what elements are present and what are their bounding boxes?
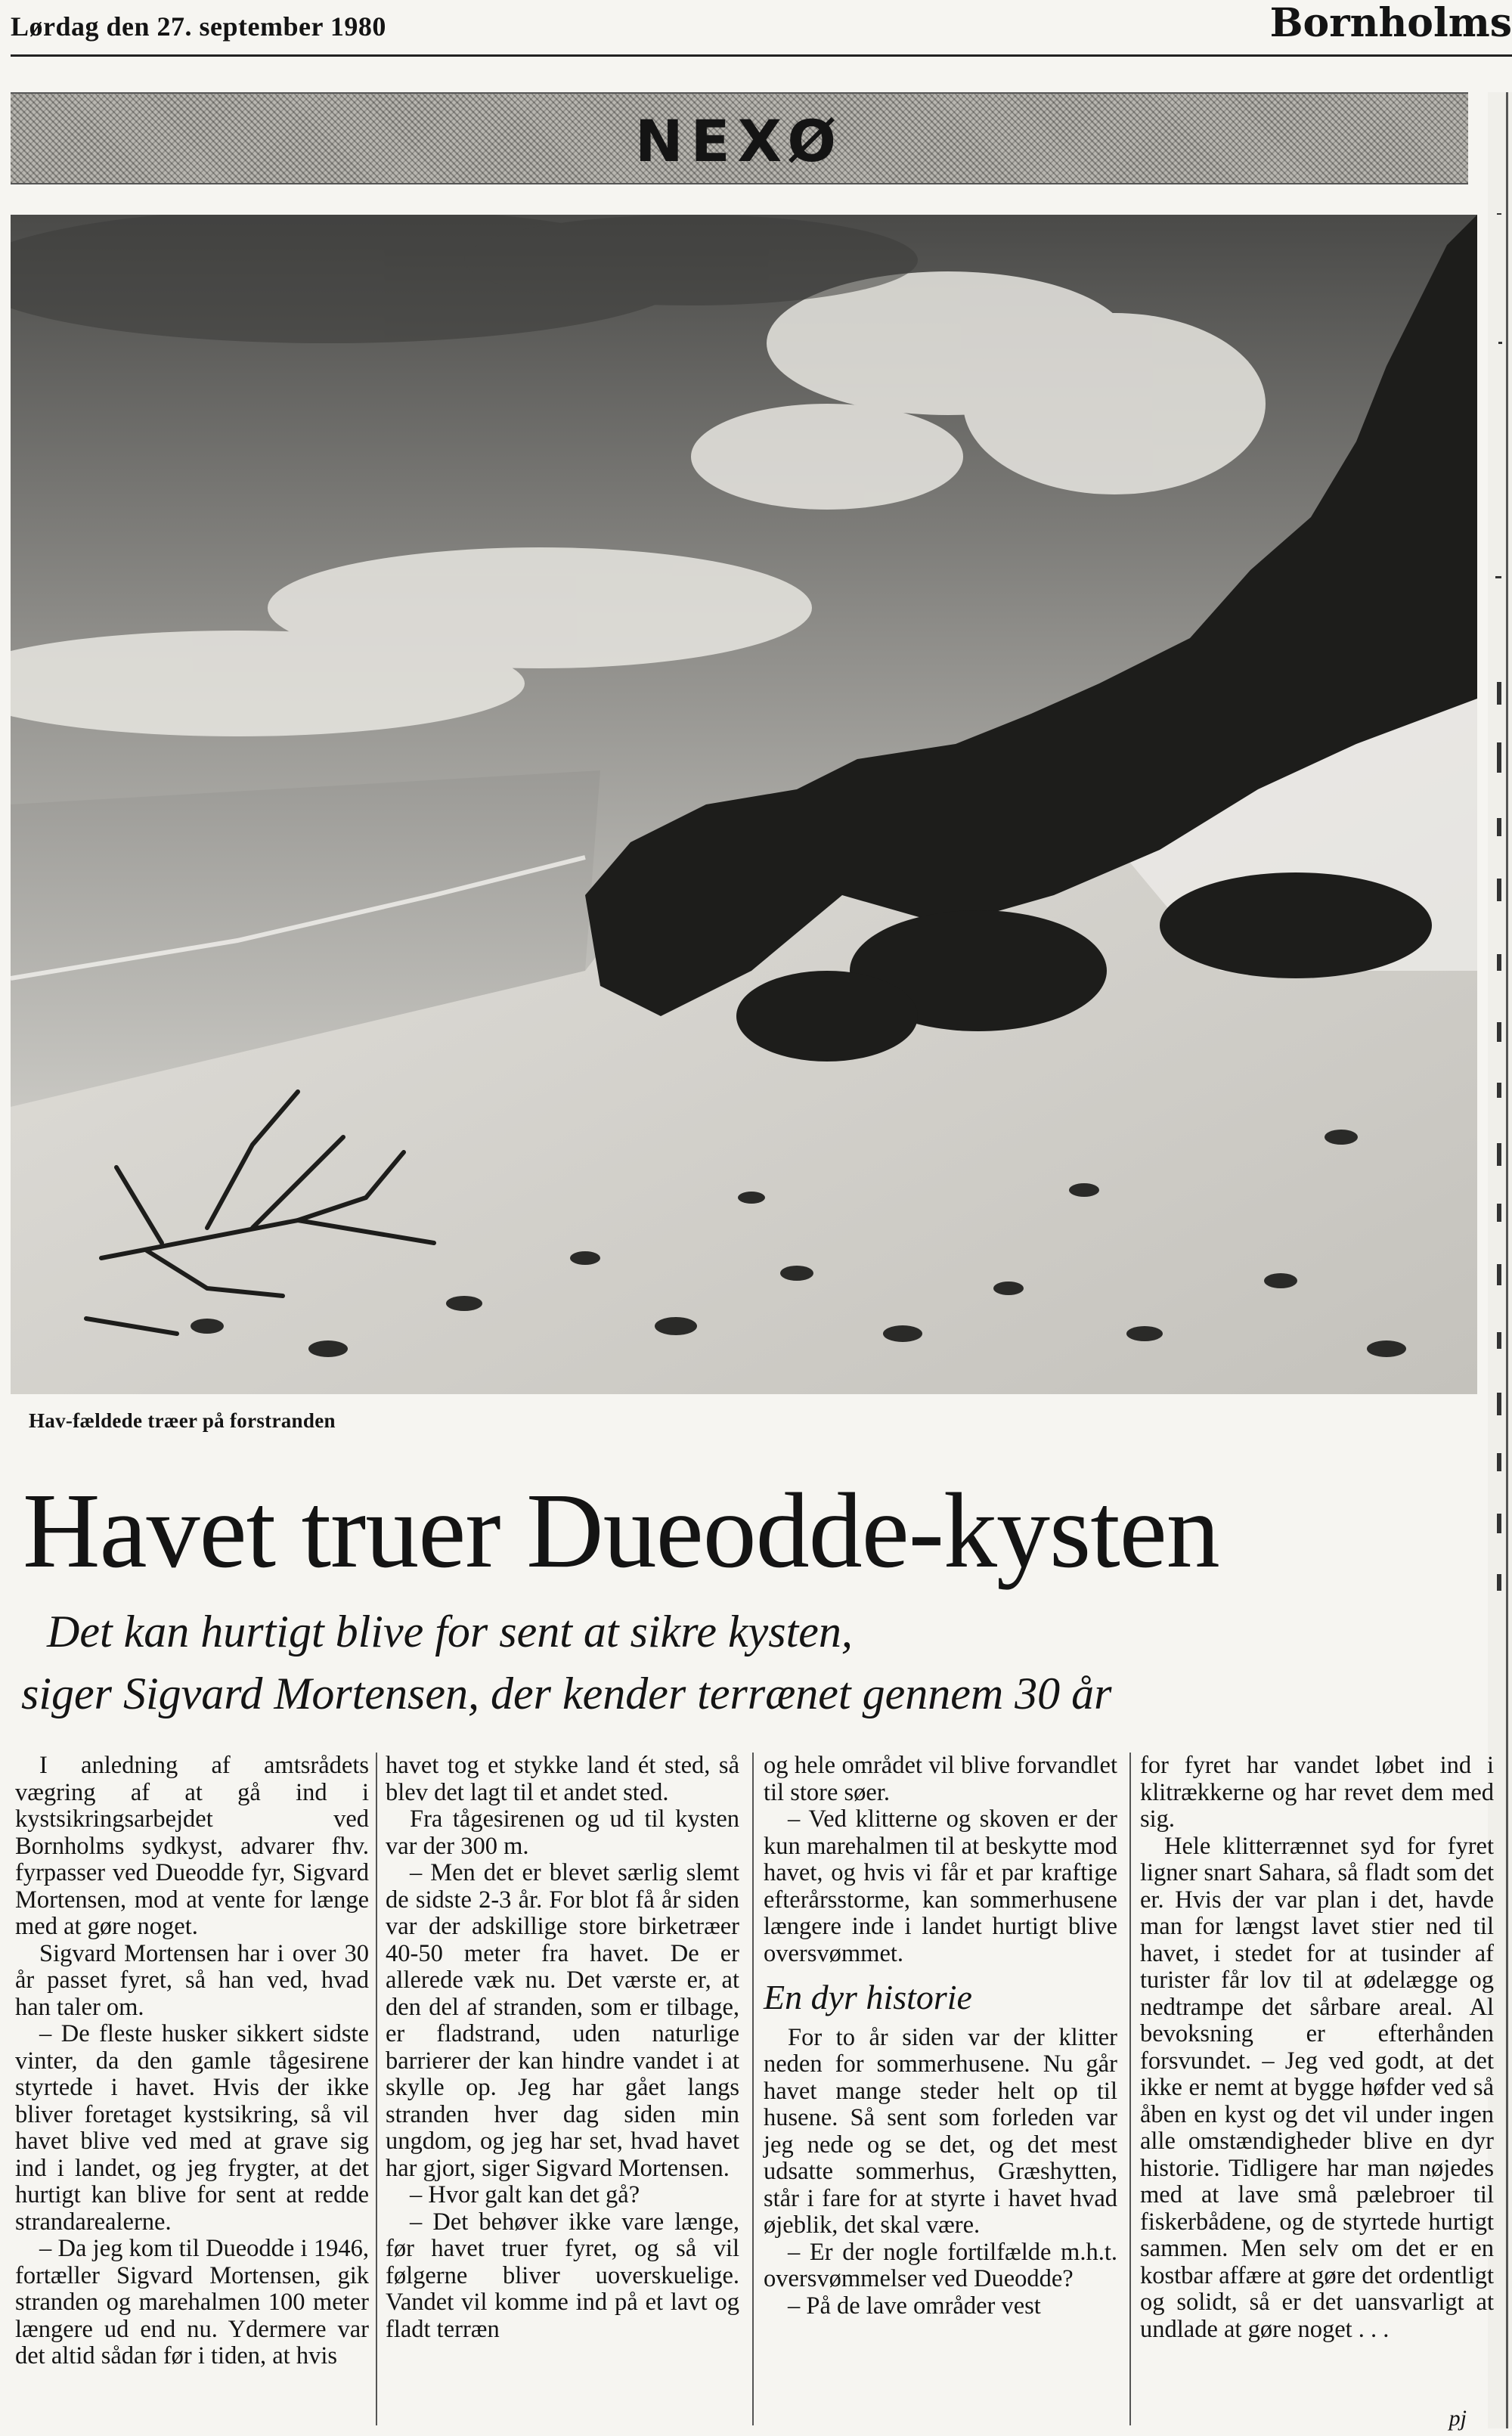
page-header [0, 0, 1512, 60]
paragraph: I anledning af amtsrådets vægring af at gå ind i kystsikringsarbejdet ved Bornholms sydkyst, advarer fhv. fyrpasser ved Dueodde fyr, Sigvard Mortensen, mod at vente for længe med at gøre noget. [15, 1752, 369, 1940]
column-divider [376, 1753, 377, 2425]
paragraph: – Er der nogle fortilfælde m.h.t. oversvømmelser ved Dueodde? [764, 2238, 1117, 2292]
paragraph: – Ved klitterne og skoven er der kun marehalmen til at beskytte mod havet, og hvis vi får et par kraftige efterårsstorme, kan sommerhusene længere inde i landet hurtigt blive oversvømmet. [764, 1805, 1117, 1967]
paragraph: Fra tågesirenen og ud til kysten var der 300 m. [386, 1805, 739, 1860]
paragraph: for fyret har vandet løbet ind i klitrækkerne og har revet dem med sig. [1140, 1752, 1494, 1833]
paragraph: Sigvard Mortensen har i over 30 år passet fyret, så han ved, hvad han taler om. [15, 1939, 369, 2021]
article-column-1 [15, 1753, 369, 2370]
paragraph: Hele klitterrænnet syd for fyret ligner snart Sahara, så fladt som det er. Hvis der var plan i det, havde man for længst lavet stier ned til havet, i stedet for at tusinder af turister får lov til at ødelægge og nedtrampe det sårbare areal. Al bevoksning er efterhånden forsvundet. – Jeg ved godt, at det ikke er nemt at bygge høfder ved så åben en kyst og det vil under ingen alle omstændigheder blive en dyr historie. Tidligere har man nøjedes med at lave små pælebroer til fiskerbådene, og de styrtede hurtigt sammen. Men selv om det er en kostbar affære at gøre det ordentligt og solidt, så er det uansvarligt at undlade at gøre noget . . . [1140, 1832, 1494, 2343]
author-initials: pj [1448, 2406, 1467, 2431]
section-title: NEXØ [634, 107, 844, 175]
article-subhead: En dyr historie [764, 1978, 972, 2016]
article-deck: siger Sigvard Mortensen, der kender terrænet gennem 30 år [21, 1669, 1112, 1719]
newspaper-name: Bornholms [1269, 0, 1512, 46]
photo-caption: Hav-fældede træer på forstranden [29, 1409, 336, 1432]
column-divider [1129, 1753, 1131, 2425]
paragraph: – Men det er blevet særlig slemt de sidste 2-3 år. For blot få år siden var der adskillige store birketræer 40-50 meter fra havet. De er allerede væk nu. Det værste er, at den del af stranden, som er tilbage, er fladstrand, uden naturlige barrierer der kan hindre vandet i at skylle op. Jeg har gået langs stranden hver dag siden min ungdom, og jeg har set, hvad havet har gjort, siger Sigvard Mortensen. [386, 1859, 739, 2182]
article-column-4 [1140, 1753, 1494, 2343]
paragraph: – Da jeg kom til Dueodde i 1946, fortæller Sigvard Mortensen, gik stranden og marehalmen 100 meter længere ud end nu. Ydermere var det altid sådan før i tiden, at hvis [15, 2235, 369, 2369]
paragraph: – Hvor galt kan det gå? [410, 2181, 640, 2208]
paragraph: – På de lave områder vest [788, 2292, 1041, 2320]
article-deck: Det kan hurtigt blive for sent at sikre kysten, [47, 1607, 853, 1657]
beach-photo-icon [11, 215, 1477, 1394]
paragraph: For to år siden var der klitter neden for sommerhusene. Nu går havet mange steder helt op til husene. Så sent som forleden var jeg nede og se det, og det mest udsatte sommerhus, Græshytten, står i fare for at styrte i havet hvad øjeblik, det skal være. [764, 2023, 1117, 2239]
paragraph: – De fleste husker sikkert sidste vinter, da den gamle tågesirene styrtede i havet. Hvis der ikke bliver foretaget kystsikring, så vil havet blive ved med at grave sig ind i landet, og jeg frygter, at det hurtigt kan blive for sent at redde strandarealerne. [15, 2020, 369, 2236]
issue-date: Lørdag den 27. september 1980 [11, 11, 386, 42]
paragraph: havet tog et stykke land ét sted, så blev det lagt til et andet sted. [386, 1752, 739, 1806]
paragraph: og hele området vil blive forvandlet til store søer. [764, 1752, 1117, 1806]
section-banner [11, 92, 1468, 184]
header-rule [11, 54, 1512, 57]
column-divider [752, 1753, 754, 2425]
paragraph: – Det behøver ikke vare længe, før havet truer fyret, og så vil følgerne bliver uoverskuelige. Vandet vil komme ind på et lavt og fladt terræn [386, 2208, 739, 2343]
article-column-3 [764, 1753, 1117, 2320]
article-headline: Havet truer Dueodde-kysten [23, 1471, 1219, 1590]
article-column-2 [386, 1753, 739, 2343]
